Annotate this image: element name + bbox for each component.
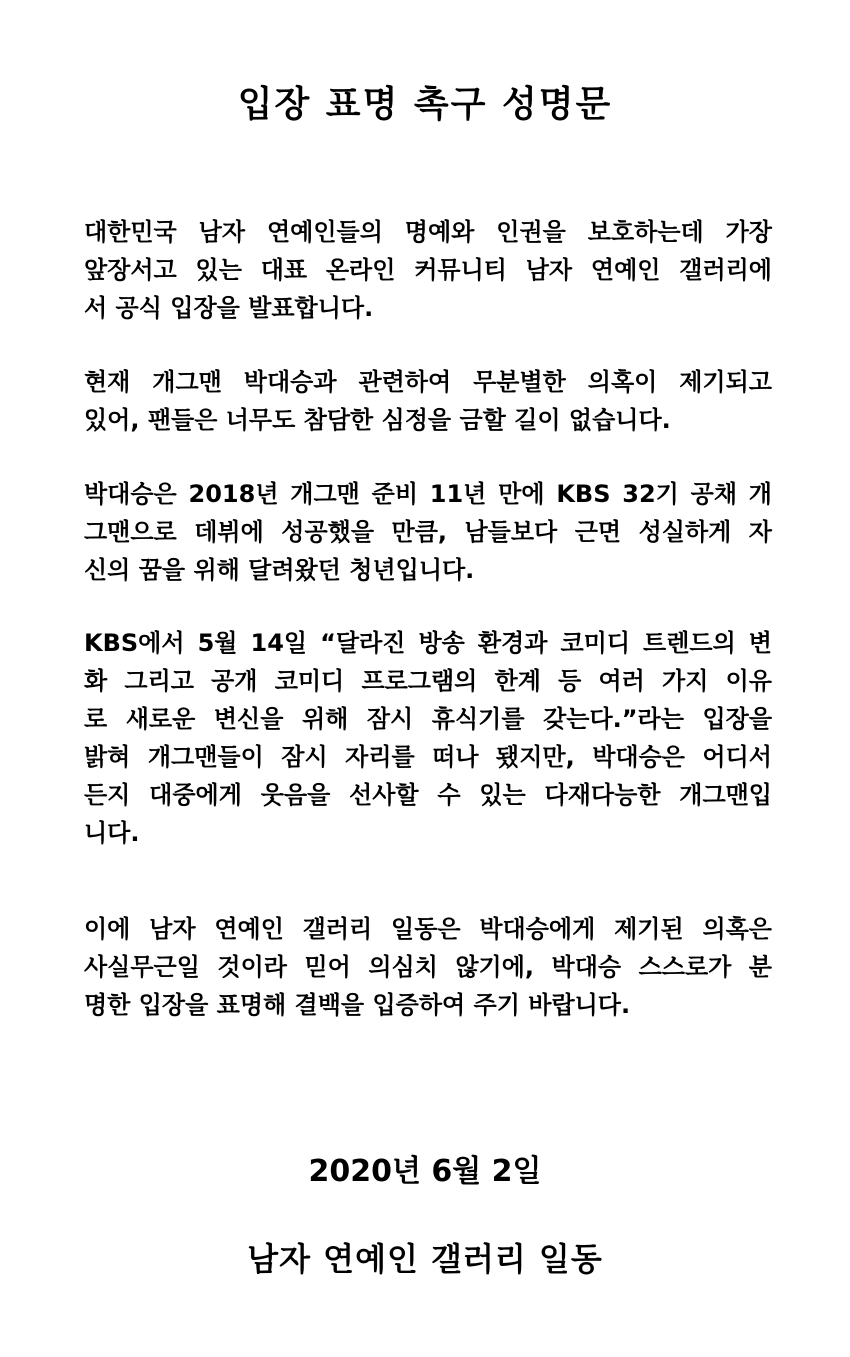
- document-date: 2020년 6월 2일: [308, 1154, 542, 1189]
- signature: 남자 연예인 갤러리 일동: [247, 1240, 603, 1278]
- paragraph-situation: [84, 363, 772, 439]
- document-title: 입장 표명 촉구 성명문: [237, 84, 613, 125]
- paragraph-background: [84, 475, 772, 589]
- text-line: 니다.: [84, 819, 140, 847]
- text-line: 앞장서고 있는 대표 온라인 커뮤니티 남자 연예인 갤러리에: [84, 256, 772, 284]
- text-line: 현재 개그맨 박대승과 관련하여 무분별한 의혹이 제기되고: [84, 368, 772, 396]
- text-line: 든지 대중에게 웃음을 선사할 수 있는 다재다능한 개그맨입: [84, 781, 772, 809]
- paragraph-kbs: [84, 624, 772, 852]
- text-line: 박대승은 2018년 개그맨 준비 11년 만에 KBS 32기 공채 개: [84, 480, 772, 508]
- text-line: 신의 꿈을 위해 달려왔던 청년입니다.: [84, 556, 475, 584]
- text-line: 대한민국 남자 연예인들의 명예와 인권을 보호하는데 가장: [84, 218, 772, 246]
- text-line: 사실무근일 것이라 믿어 의심치 않기에, 박대승 스스로가 분: [84, 953, 772, 981]
- text-line: 서 공식 입장을 발표합니다.: [84, 294, 374, 322]
- text-line: KBS에서 5월 14일 “달라진 방송 환경과 코미디 트렌드의 변: [84, 629, 772, 657]
- text-line: 명한 입장을 표명해 결백을 입증하여 주기 바랍니다.: [84, 991, 631, 1019]
- text-line: 화 그리고 공개 코미디 프로그램의 한계 등 여러 가지 이유: [84, 667, 772, 695]
- text-line: 이에 남자 연예인 갤러리 일동은 박대승에게 제기된 의혹은: [84, 915, 772, 943]
- text-line: 그맨으로 데뷔에 성공했을 만큼, 남들보다 근면 성실하게 자: [84, 518, 772, 546]
- text-line: 밝혀 개그맨들이 잠시 자리를 떠나 됐지만, 박대승은 어디서: [84, 743, 772, 771]
- text-line: 있어, 팬들은 너무도 참담한 심정을 금할 길이 없습니다.: [84, 406, 671, 434]
- text-line: 로 새로운 변신을 위해 잠시 휴식기를 갖는다.”라는 입장을: [84, 705, 772, 733]
- paragraph-intro: [84, 213, 772, 327]
- paragraph-request: [84, 910, 772, 1024]
